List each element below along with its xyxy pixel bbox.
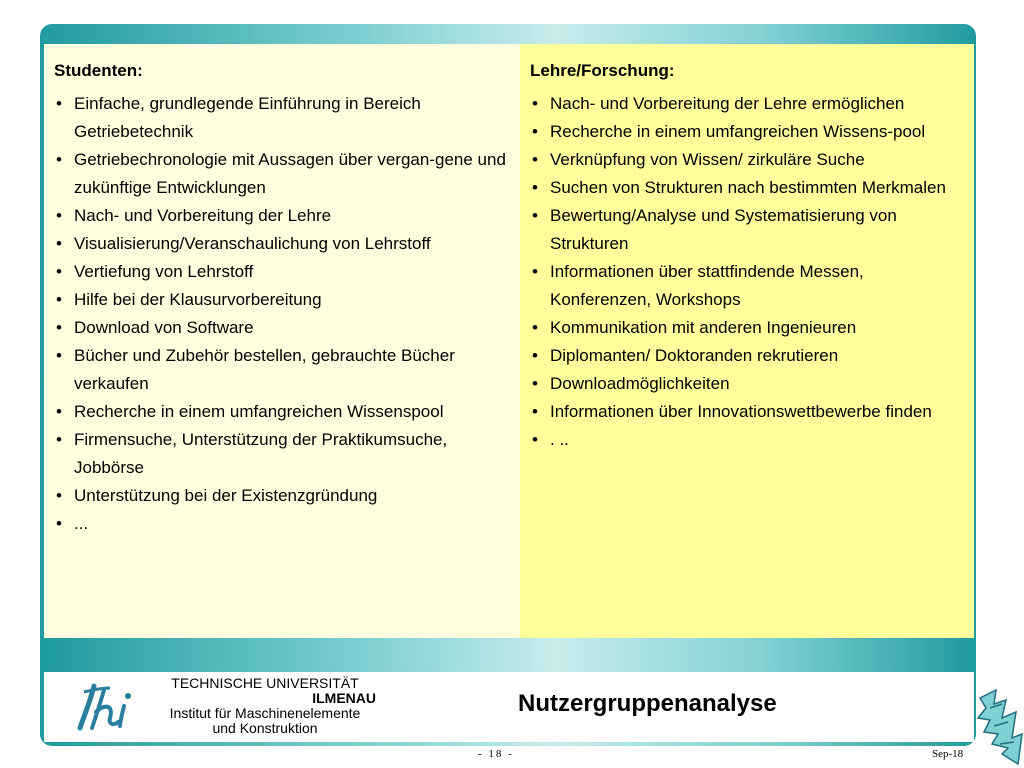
bullet-icon: •	[56, 514, 62, 533]
list-item-text: Suchen von Strukturen nach bestimmten Merkmalen	[550, 178, 946, 197]
bullet-icon: •	[532, 262, 538, 281]
list-item-text: Recherche in einem umfangreichen Wissenspool	[74, 402, 444, 421]
list-item	[54, 398, 520, 426]
bullet-icon: •	[56, 402, 62, 421]
bullet-icon: •	[56, 486, 62, 505]
slide-content	[44, 44, 974, 638]
list-item-text: Hilfe bei der Klausurvorbereitung	[74, 290, 322, 309]
list-item	[54, 426, 520, 482]
bullet-icon: •	[532, 122, 538, 141]
list-item-text: Visualisierung/Veranschaulichung von Lehrstoff	[74, 234, 431, 253]
bullet-icon: •	[56, 94, 62, 113]
list-item-text: Nach- und Vorbereitung der Lehre	[74, 206, 332, 225]
students-heading: Studenten:	[54, 61, 143, 80]
list-item-text: Recherche in einem umfangreichen Wissens-pool	[550, 122, 926, 141]
university-line2: ILMENAU	[312, 690, 376, 706]
list-item-text: Kommunikation mit anderen Ingenieuren	[550, 318, 857, 337]
bullet-icon: •	[532, 374, 538, 393]
list-item	[530, 370, 964, 398]
institute-line1: Institut für Maschinenelemente	[169, 705, 361, 721]
tu-ilmenau-logo-icon	[74, 682, 136, 732]
list-item-text: Download von Software	[74, 318, 254, 337]
bullet-icon: •	[532, 346, 538, 365]
list-item	[530, 398, 964, 426]
bullet-icon: •	[56, 150, 62, 169]
list-item-text: Informationen über stattfindende Messen, Konferenzen, Workshops	[550, 262, 864, 309]
list-item	[54, 230, 520, 258]
list-item	[54, 90, 520, 146]
bullet-icon: •	[532, 178, 538, 197]
list-item	[54, 202, 520, 230]
bullet-icon: •	[532, 206, 538, 225]
list-item-text: Unterstützung bei der Existenzgründung	[74, 486, 378, 505]
research-column	[520, 44, 974, 638]
bullet-icon: •	[56, 206, 62, 225]
list-item	[530, 426, 964, 454]
list-item	[54, 314, 520, 342]
slide-title: Nutzergruppenanalyse	[518, 690, 777, 717]
list-item	[530, 146, 964, 174]
list-item	[530, 174, 964, 202]
bullet-icon: •	[56, 430, 62, 449]
bullet-icon: •	[56, 234, 62, 253]
list-item	[54, 482, 520, 510]
list-item-text: Firmensuche, Unterstützung der Praktikumsuche, Jobbörse	[74, 430, 448, 477]
list-item-text: Verknüpfung von Wissen/ zirkuläre Suche	[550, 150, 865, 169]
list-item-text: Einfache, grundlegende Einführung in Bereich Getriebetechnik	[74, 94, 421, 141]
list-item	[530, 342, 964, 370]
bullet-icon: •	[56, 290, 62, 309]
bullet-icon: •	[532, 318, 538, 337]
list-item-text: Downloadmöglichkeiten	[550, 374, 730, 393]
students-column	[44, 44, 520, 638]
list-item-text: Getriebechronologie mit Aussagen über vergan-gene und zukünftige Entwicklungen	[74, 150, 506, 197]
list-item-text: ...	[74, 514, 89, 533]
bullet-icon: •	[532, 150, 538, 169]
list-item-text: . ..	[550, 430, 569, 449]
page-number: - 18 -	[478, 748, 514, 760]
bullet-icon: •	[532, 402, 538, 421]
institute-line2: und Konstruktion	[212, 720, 318, 736]
bullet-icon: •	[56, 318, 62, 337]
students-list	[54, 90, 520, 538]
list-item	[530, 314, 964, 342]
bullet-icon: •	[532, 430, 538, 449]
list-item	[54, 510, 520, 538]
list-item-text: Vertiefung von Lehrstoff	[74, 262, 254, 281]
list-item-text: Informationen über Innovationswettbewerbe finden	[550, 402, 932, 421]
corner-arrow-decoration-icon	[972, 688, 1024, 768]
list-item-text: Diplomanten/ Doktoranden rekrutieren	[550, 346, 839, 365]
list-item-text: Bücher und Zubehör bestellen, gebrauchte Bücher verkaufen	[74, 346, 455, 393]
list-item	[530, 90, 964, 118]
slide-date: Sep-18	[932, 748, 964, 760]
list-item	[54, 146, 520, 202]
list-item	[530, 202, 964, 258]
list-item	[54, 342, 520, 398]
list-item	[54, 258, 520, 286]
list-item	[54, 286, 520, 314]
bullet-icon: •	[532, 94, 538, 113]
research-list	[530, 90, 964, 454]
list-item-text: Bewertung/Analyse und Systematisierung von Strukturen	[550, 206, 897, 253]
university-line1: TECHNISCHE UNIVERSITÄT	[171, 675, 359, 691]
list-item	[530, 118, 964, 146]
footer-band	[44, 638, 974, 670]
list-item	[530, 258, 964, 314]
bullet-icon: •	[56, 262, 62, 281]
research-heading: Lehre/Forschung:	[530, 61, 675, 80]
bullet-icon: •	[56, 346, 62, 365]
institute-block	[140, 676, 390, 736]
list-item-text: Nach- und Vorbereitung der Lehre ermöglichen	[550, 94, 905, 113]
